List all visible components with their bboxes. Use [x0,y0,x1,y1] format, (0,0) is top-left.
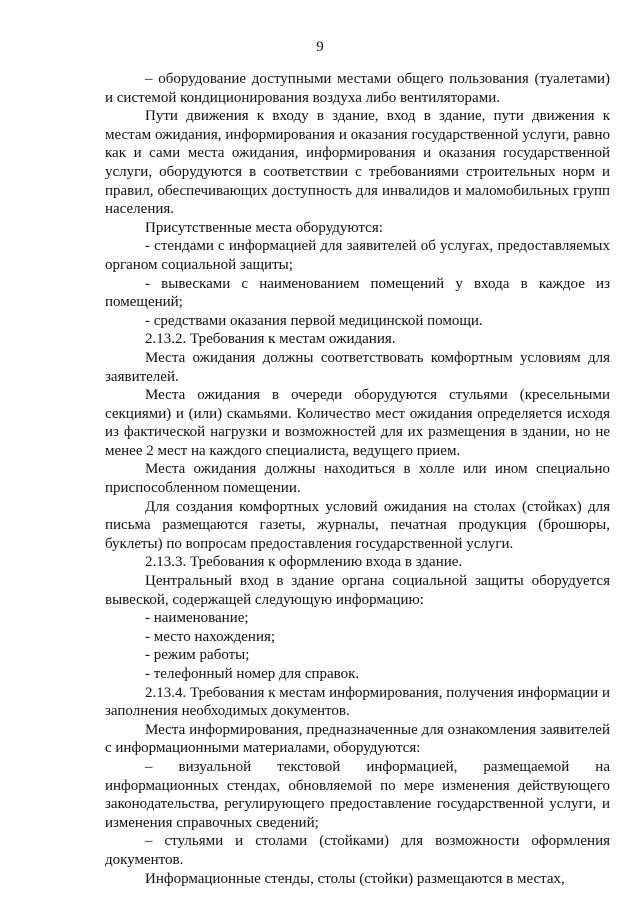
list-item: – визуальной текстовой информацией, размещаемой на информационных стендах, обновляемой по мере изменения действующего законодательства, регулирующего предоставление государственной услуги, и изменения справочных сведений; [105,758,610,831]
paragraph: Центральный вход в здание органа социальной защиты оборудуется вывеской, содержащей следующую информацию: [105,573,610,608]
paragraph: Места ожидания в очереди оборудуются стульями (кресельными секциями) и (или) скамьями. Количество мест ожидания определяется исходя из фактической нагрузки и возможностей для их размещения в здании, но не менее 2 мест на каждого специалиста, ведущего прием. [105,387,610,459]
paragraph: Места ожидания должны соответствовать комфортным условиям для заявителей. [105,349,610,385]
page-number: 9 [316,39,324,55]
paragraph: - средствами оказания первой медицинской помощи. [145,312,483,329]
paragraph: Информационные стенды, столы (стойки) размещаются в местах, [145,870,565,887]
paragraph: Для создания комфортных условий ожидания на столах (стойках) для письма размещаются газеты, журналы, печатная продукция (брошюры, буклеты) по вопросам предоставления государственной услуги. [105,498,610,552]
list-item: – стульями и столами (стойками) для возможности оформления документов. [105,833,610,868]
paragraph: - вывесками с наименованием помещений у входа в каждое из помещений; [105,275,610,311]
section-heading: 2.13.3. Требования к оформлению входа в здание. [145,554,463,571]
paragraph: – оборудование доступными местами общего пользования (туалетами) и системой кондиционирования воздуха либо вентиляторами. [105,71,610,106]
list-item: - наименование; [145,610,249,627]
section-heading: 2.13.2. Требования к местам ожидания. [145,331,396,348]
list-item: - режим работы; [145,647,250,664]
paragraph: Места ожидания должны находиться в холле или ином специально приспособленном помещении. [105,461,610,497]
list-item: - место нахождения; [145,628,276,645]
section-heading: 2.13.4. Требования к местам информирования, получения информации и заполнения необходимых документов. [105,684,610,720]
paragraph: - стендами с информацией для заявителей об услугах, предоставляемых органом социальной защиты; [105,238,610,273]
document-body [105,70,610,888]
paragraph: Места информирования, предназначенные для ознакомления заявителей с информационными материалами, оборудуются: [105,721,610,757]
paragraph: Пути движения к входу в здание, вход в здание, пути движения к местам ожидания, информирования и оказания государственной услуги, равно как и сами места ожидания, информирования и оказания государственной услуги, оборудуются в соответствии с требованиями строительных норм и правил, обеспечивающих доступность для инвалидов и маломобильных групп населения. [105,108,610,218]
list-item: - телефонный номер для справок. [145,666,360,682]
paragraph: Присутственные места оборудуются: [145,219,383,236]
